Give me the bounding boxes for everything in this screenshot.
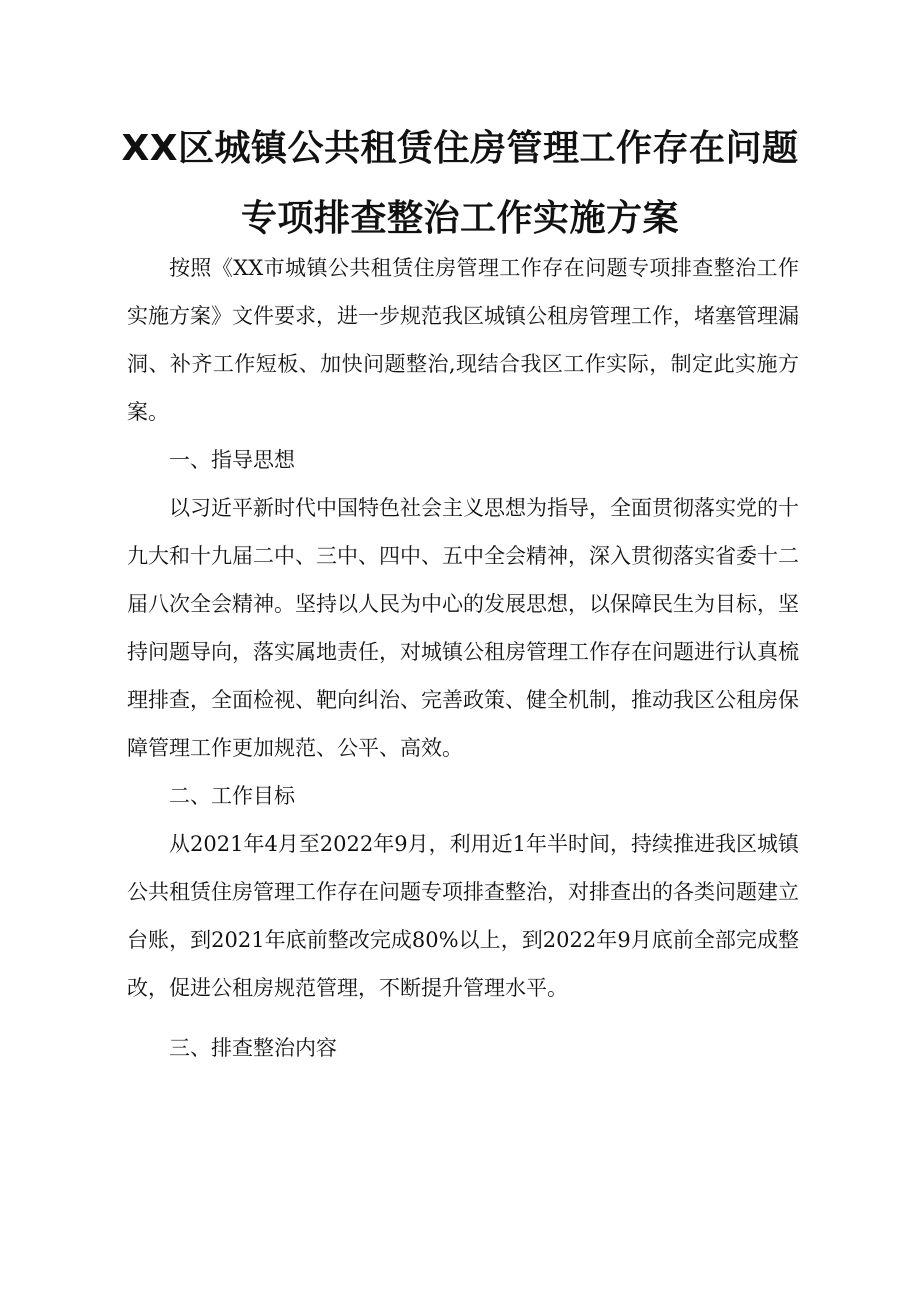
document-title-line-2: 专项排查整治工作实施方案 <box>240 198 679 239</box>
guiding-thought-paragraph: 以习近平新时代中国特色社会主义思想为指导，全面贯彻落实党的十九大和十九届二中、三中、四中、五中全会精神，深入贯彻落实省委十二届八次全会精神。坚持以人民为中心的发展思想，以保障民生为目标，坚持问题导向，落实属地责任，对城镇公租房管理工作存在问题进行认真梳理排查，全面检视、靶向纠治、完善政策、健全机制，推动我区公租房保障管理工作更加规范、公平、高效。 <box>127 496 799 760</box>
document-body <box>127 244 799 1072</box>
section-heading-work-goals: 二、工作目标 <box>169 784 295 808</box>
section-heading-guiding-thought: 一、指导思想 <box>169 448 295 472</box>
intro-paragraph: 按照《XX市城镇公共租赁住房管理工作存在问题专项排查整治工作实施方案》文件要求，进一步规范我区城镇公租房管理工作，堵塞管理漏洞、补齐工作短板、加快问题整治,现结合我区工作实际，制定此实施方案。 <box>127 256 799 424</box>
document-title-line-1: XX区城镇公共租赁住房管理工作存在问题 <box>121 128 799 169</box>
section-heading-inspection-content: 三、排查整治内容 <box>169 1036 337 1060</box>
work-goals-paragraph: 从2021年4月至2022年9月，利用近1年半时间，持续推进我区城镇公共租赁住房管理工作存在问题专项排查整治，对排查出的各类问题建立台账，到2021年底前整改完成80%以上，到2022年9月底前全部完成整改，促进公租房规范管理，不断提升管理水平。 <box>127 832 799 1000</box>
